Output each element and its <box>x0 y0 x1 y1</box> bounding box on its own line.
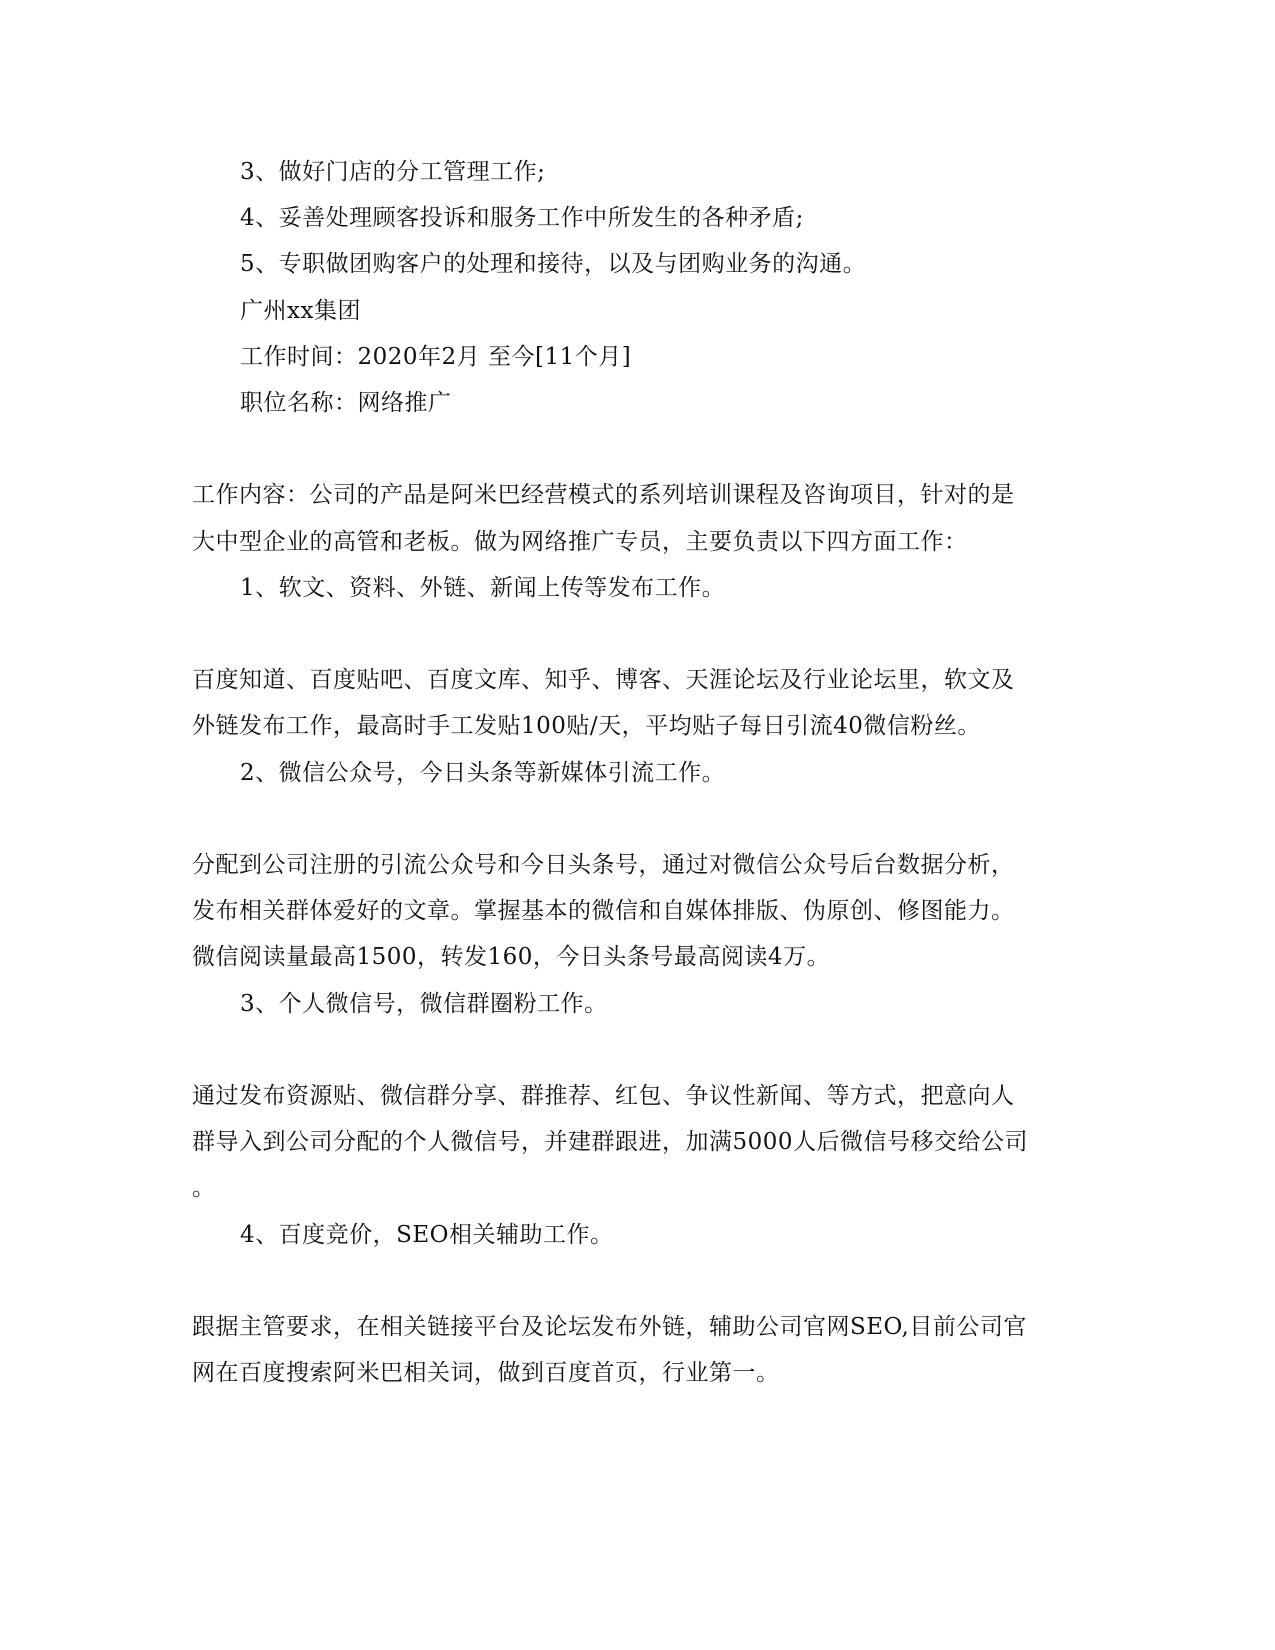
duty-item-5: 5、专职做团购客户的处理和接待，以及与团购业务的沟通。 <box>240 251 867 277</box>
task-detail-3-line-2: 群导入到公司分配的个人微信号，并建群跟进，加满5000人后微信号移交给公司 <box>192 1129 1029 1155</box>
task-detail-1-line-2: 外链发布工作，最高时手工发贴100贴/天，平均贴子每日引流40微信粉丝。 <box>192 713 981 739</box>
task-detail-1-line-1: 百度知道、百度贴吧、百度文库、知乎、博客、天涯论坛及行业论坛里，软文及 <box>192 667 1015 693</box>
duty-item-4: 4、妥善处理顾客投诉和服务工作中所发生的各种矛盾; <box>240 205 804 231</box>
task-detail-3-line-3: 。 <box>192 1175 216 1201</box>
task-heading-2: 2、微信公众号，今日头条等新媒体引流工作。 <box>240 760 726 786</box>
task-detail-4-line-1: 跟据主管要求，在相关链接平台及论坛发布外链，辅助公司官网SEO,目前公司官 <box>192 1314 1027 1340</box>
task-detail-2-line-3: 微信阅读量最高1500，转发160，今日头条号最高阅读4万。 <box>192 944 831 970</box>
task-detail-2-line-2: 发布相关群体爱好的文章。掌握基本的微信和自媒体排版、伪原创、修图能力。 <box>192 898 1015 924</box>
task-heading-1: 1、软文、资料、外链、新闻上传等发布工作。 <box>240 575 726 601</box>
task-heading-4: 4、百度竞价，SEO相关辅助工作。 <box>240 1222 614 1248</box>
work-content-line-1: 工作内容：公司的产品是阿米巴经营模式的系列培训课程及咨询项目，针对的是 <box>192 482 1015 508</box>
job-title: 职位名称：网络推广 <box>240 390 452 416</box>
task-detail-2-line-1: 分配到公司注册的引流公众号和今日头条号，通过对微信公众号后台数据分析， <box>192 852 1015 878</box>
task-detail-3-line-1: 通过发布资源贴、微信群分享、群推荐、红包、争议性新闻、等方式，把意向人 <box>192 1083 1015 1109</box>
company-name: 广州xx集团 <box>240 298 361 324</box>
work-period: 工作时间：2020年2月 至今[11个月] <box>240 344 632 370</box>
task-detail-4-line-2: 网在百度搜索阿米巴相关词，做到百度首页，行业第一。 <box>192 1360 780 1386</box>
duty-item-3: 3、做好门店的分工管理工作; <box>240 159 546 185</box>
task-heading-3: 3、个人微信号，微信群圈粉工作。 <box>240 991 608 1017</box>
work-content-line-2: 大中型企业的高管和老板。做为网络推广专员，主要负责以下四方面工作： <box>192 529 968 555</box>
